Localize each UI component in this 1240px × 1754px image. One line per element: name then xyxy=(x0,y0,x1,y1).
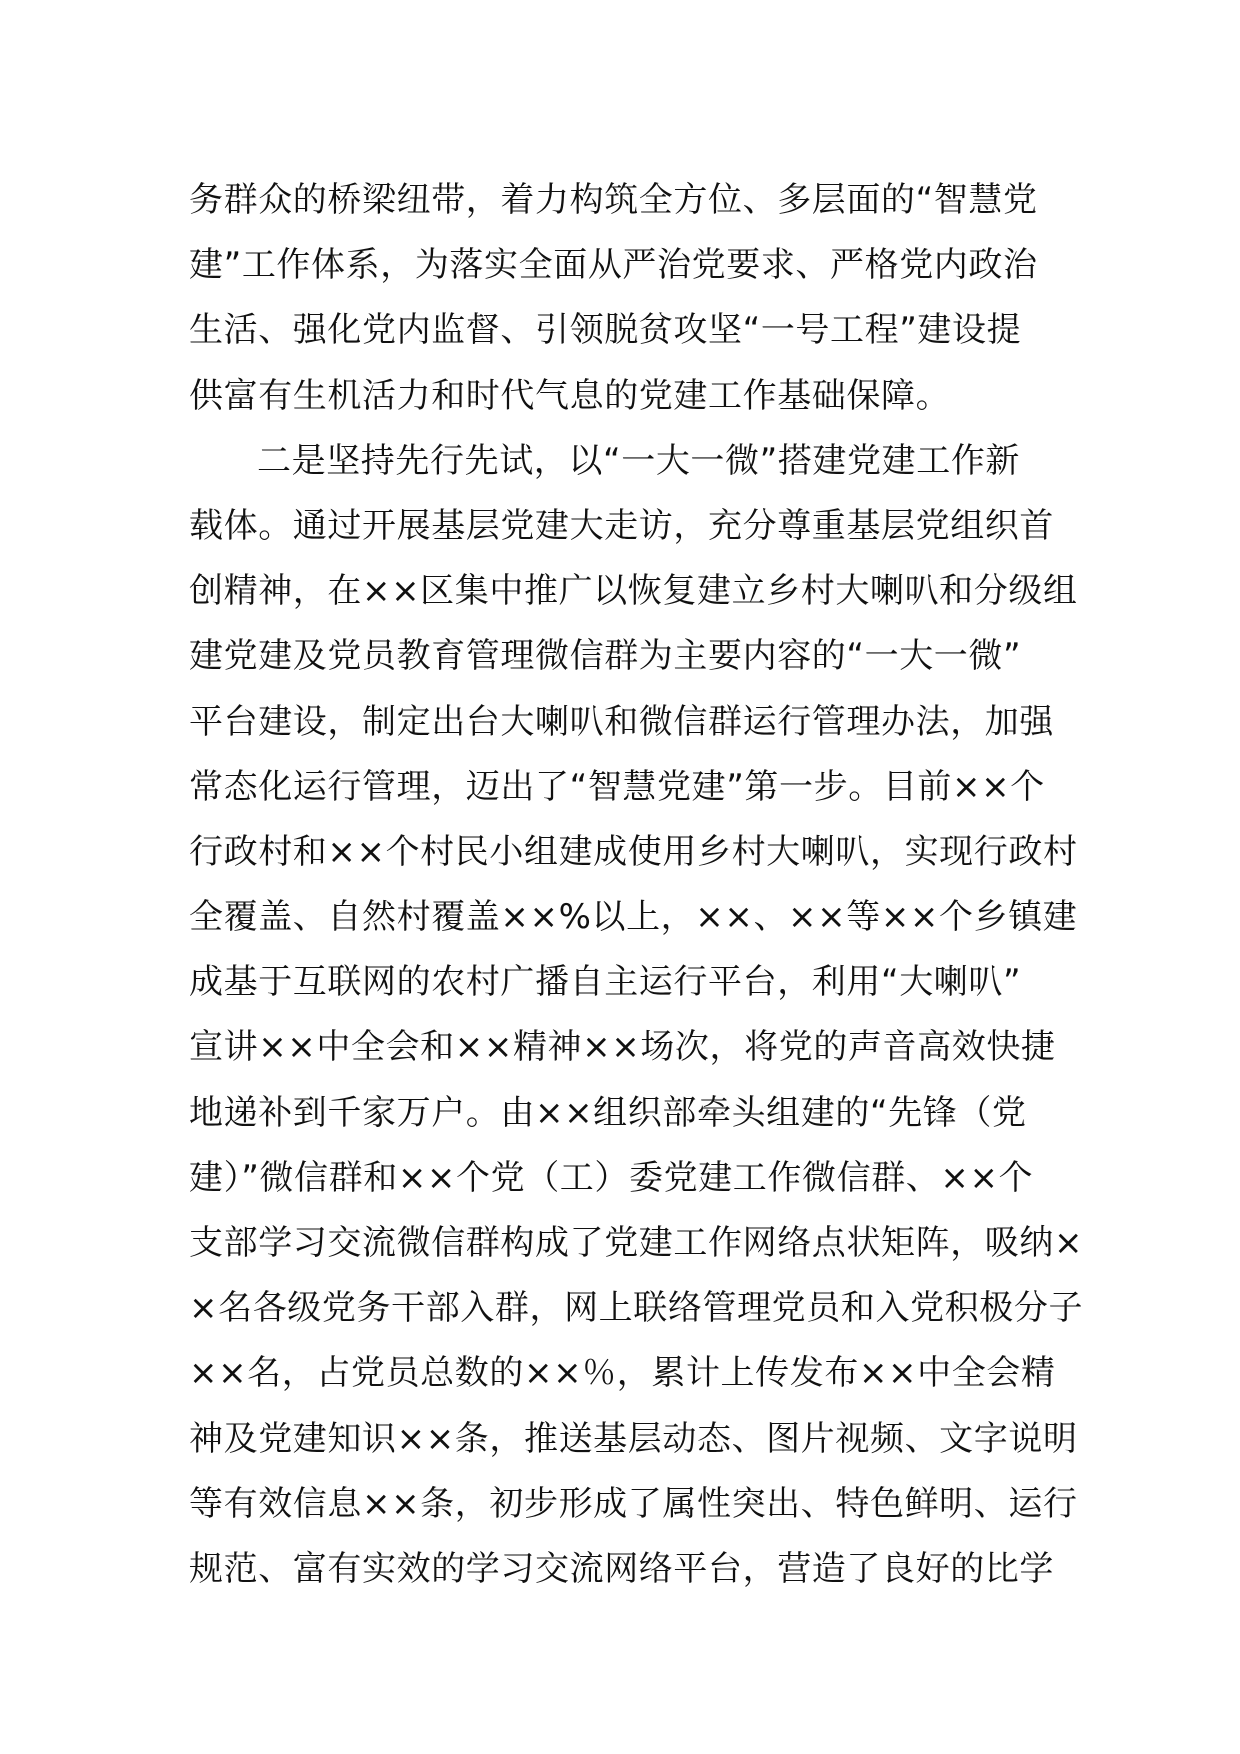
text-line: 建”工作体系，为落实全面从严治党要求、严格党内政治 xyxy=(189,245,1038,286)
text-line: 全覆盖、自然村覆盖××%以上，××、××等××个乡镇建 xyxy=(189,897,1078,938)
text-line: 成基于互联网的农村广播自主运行平台，利用“大喇叭” xyxy=(189,962,1022,1003)
text-line: 生活、强化党内监督、引领脱贫攻坚“一号工程”建设提 xyxy=(189,310,1022,351)
text-line: 宣讲××中全会和××精神××场次，将党的声音高效快捷 xyxy=(189,1027,1056,1068)
text-line: 创精神，在××区集中推广以恢复建立乡村大喇叭和分级组 xyxy=(189,571,1078,612)
text-line: 供富有生机活力和时代气息的党建工作基础保障。 xyxy=(189,375,951,416)
text-line: 载体。通过开展基层党建大走访，充分尊重基层党组织首 xyxy=(189,505,1054,546)
text-line: 地递补到千家万户。由××组织部牵头组建的“先锋（党 xyxy=(189,1092,1027,1133)
text-line: 建）”微信群和××个党（工）委党建工作微信群、××个 xyxy=(189,1157,1034,1198)
text-line: 建党建及党员教育管理微信群为主要内容的“一大一微” xyxy=(189,636,1022,677)
text-line: ×名各级党务干部入群，网上联络管理党员和入党积极分子 xyxy=(189,1288,1084,1329)
text-line: 支部学习交流微信群构成了党建工作网络点状矩阵，吸纳× xyxy=(189,1223,1084,1263)
text-line: 常态化运行管理，迈出了“智慧党建”第一步。目前××个 xyxy=(189,766,1045,807)
paragraph-first-line: 二是坚持先行先试，以“一大一微”搭建党建工作新 xyxy=(257,440,1021,481)
text-line: 行政村和××个村民小组建成使用乡村大喇叭，实现行政村 xyxy=(189,831,1078,872)
text-line: ××名，占党员总数的××％，累计上传发布××中全会精 xyxy=(189,1353,1056,1394)
document-body xyxy=(189,168,1084,1602)
text-line: 平台建设，制定出台大喇叭和微信群运行管理办法，加强 xyxy=(189,701,1054,742)
text-line: 神及党建知识××条，推送基层动态、图片视频、文字说明 xyxy=(189,1418,1078,1459)
text-line: 规范、富有实效的学习交流网络平台，营造了良好的比学 xyxy=(189,1548,1054,1589)
text-line: 务群众的桥梁纽带，着力构筑全方位、多层面的“智慧党 xyxy=(189,180,1038,220)
text-line: 等有效信息××条，初步形成了属性突出、特色鲜明、运行 xyxy=(189,1483,1078,1524)
